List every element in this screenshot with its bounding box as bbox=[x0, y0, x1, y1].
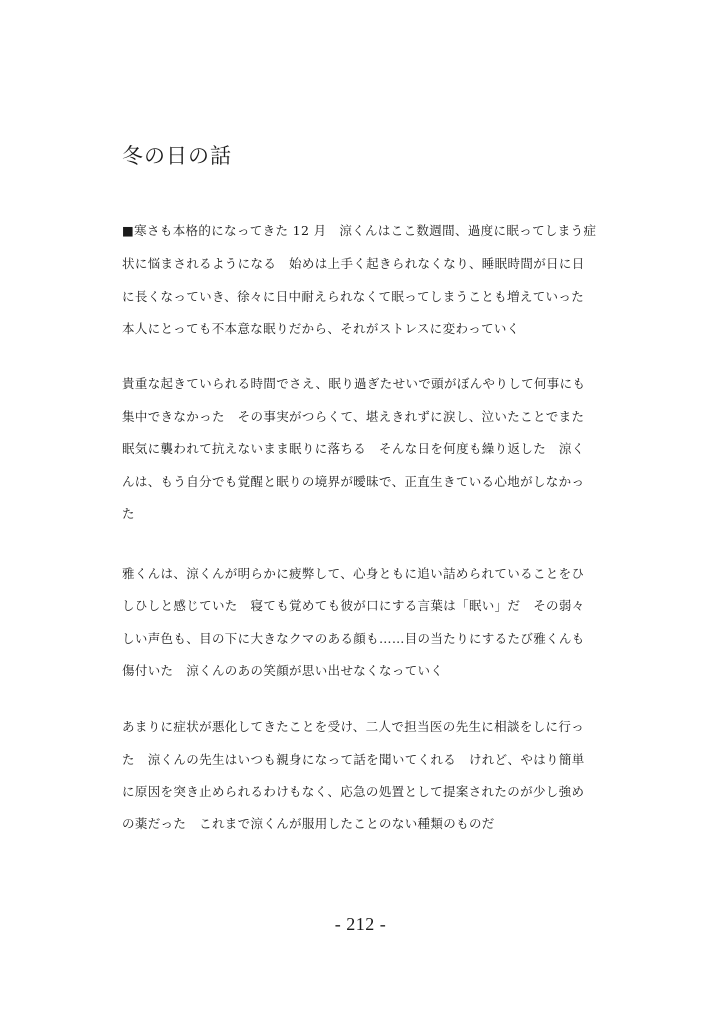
page-number: - 212 - bbox=[334, 914, 387, 934]
paragraph-3-line-1: 雅くんは、涼くんが明らかに疲弊して、心身ともに追い詰められていることをひ bbox=[122, 566, 585, 581]
paragraph-2-line-3: 眠気に襲われて抗えないまま眠りに落ちる そんな日を何度も繰り返した 涼く bbox=[122, 441, 585, 456]
paragraph-3-line-3: しい声色も、目の下に大きなクマのある顔も……目の当たりにするたび雅くんも bbox=[122, 631, 585, 646]
paragraph-1-line-2: 状に悩まされるようになる 始めは上手く起きられなくなり、睡眠時間が日に日 bbox=[122, 256, 585, 271]
paragraph-2-line-1: 貴重な起きていられる時間でさえ、眠り過ぎたせいで頭がぼんやりして何事にも bbox=[122, 376, 586, 391]
paragraph-1-line-4: 本人にとっても不本意な眠りだから、それがストレスに変わっていく bbox=[122, 321, 520, 336]
page-title: 冬の日の話 bbox=[122, 144, 232, 168]
paragraph-1-line-3: に長くなっていき、徐々に日中耐えられなくて眠ってしまうことも増えていった bbox=[122, 289, 585, 304]
paragraph-4-line-4: の薬だった これまで涼くんが服用したことのない種類のものだ bbox=[122, 816, 495, 831]
paragraph-2-line-4: んは、もう自分でも覚醒と眠りの境界が曖昧で、正直生きている心地がしなかっ bbox=[122, 474, 585, 489]
paragraph-4-line-3: に原因を突き止められるわけもなく、応急の処置として提案されたのが少し強め bbox=[122, 784, 585, 799]
paragraph-3-line-4: 傷付いた 涼くんのあの笑顔が思い出せなくなっていく bbox=[122, 663, 444, 678]
paragraph-4-line-2: た 涼くんの先生はいつも親身になって話を聞いてくれる けれど、やはり簡単 bbox=[122, 752, 585, 767]
paragraph-1-line-1: ■寒さも本格的になってきた 12 月 涼くんはここ数週間、過度に眠ってしまう症 bbox=[122, 223, 597, 238]
paragraph-4-line-1: あまりに症状が悪化してきたことを受け、二人で担当医の先生に相談をしに行っ bbox=[122, 719, 585, 734]
paragraph-3-line-2: しひしと感じていた 寝ても覚めても彼が口にする言葉は「眠い」だ その弱々 bbox=[122, 598, 585, 613]
paragraph-2-line-5: た bbox=[122, 506, 135, 521]
paragraph-2-line-2: 集中できなかった その事実がつらくて、堪えきれずに涙し、泣いたことでまた bbox=[122, 409, 585, 424]
